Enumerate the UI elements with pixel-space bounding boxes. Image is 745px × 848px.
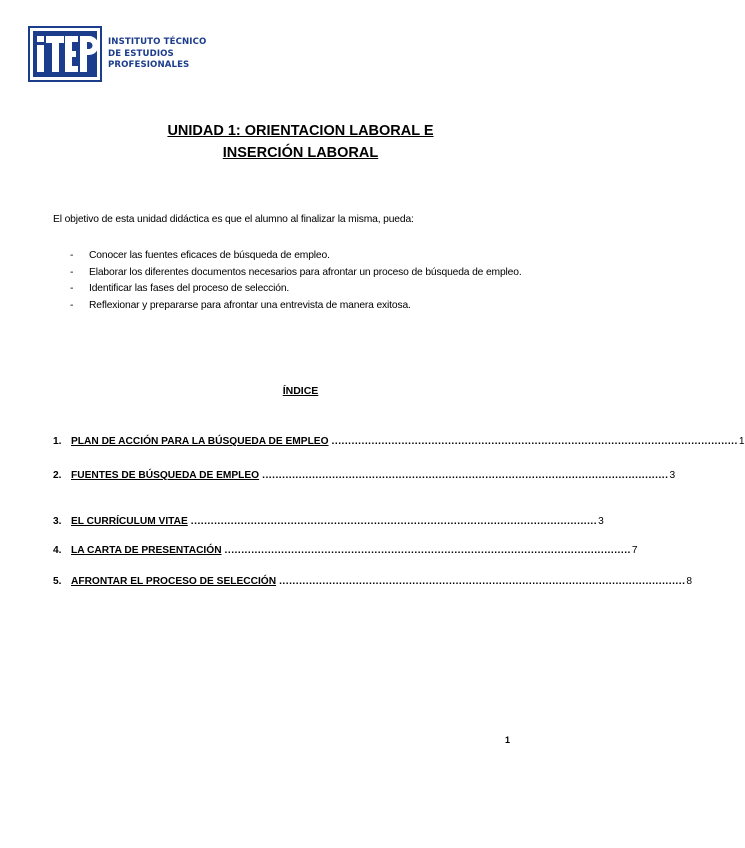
toc-entry[interactable] (53, 576, 693, 592)
toc-leader: .......................................................................................................................... (262, 470, 669, 481)
intro-paragraph: El objetivo de esta unidad didáctica es que el alumno al finalizar la misma, pueda: (53, 214, 414, 225)
objectives-list (70, 248, 540, 314)
toc-page: 3 (669, 470, 676, 481)
title-line-1: UNIDAD 1: ORIENTACION LABORAL E (167, 123, 434, 139)
toc-page: 3 (598, 516, 604, 527)
title-line-2: INSERCIÓN LABORAL (222, 145, 379, 161)
toc-title[interactable]: AFRONTAR EL PROCESO DE SELECCIÓN (71, 576, 277, 587)
list-item: - Identificar las fases del proceso de selección. (70, 283, 290, 294)
toc-number: 5. (53, 576, 62, 587)
logo-text-line: PROFESIONALES (108, 60, 190, 70)
objective-text: Reflexionar y prepararse para afrontar una entrevista de manera exitosa. (89, 299, 411, 311)
toc-entry[interactable] (53, 470, 676, 486)
logo-text-line: DE ESTUDIOS (108, 48, 174, 59)
toc-entry[interactable] (53, 545, 638, 561)
toc-leader: .......................................................................................................................... (279, 576, 686, 587)
itep-logo (28, 26, 208, 84)
document-title (0, 120, 601, 164)
toc-page: 8 (686, 576, 693, 587)
toc-number: 4. (53, 545, 62, 556)
itep-logo-icon (28, 26, 102, 82)
objective-text: Conocer las fuentes eficaces de búsqueda de empleo. (89, 250, 330, 261)
objective-text: Identificar las fases del proceso de selección. (89, 283, 290, 294)
list-item: - Elaborar los diferentes documentos necesarios para afrontar un proceso de búsqueda de empleo. (70, 266, 522, 278)
logo-text-line: INSTITUTO TÉCNICO (108, 37, 207, 47)
toc-leader: .......................................................................................................................... (224, 545, 631, 556)
list-item: - Conocer las fuentes eficaces de búsqueda de empleo. (70, 250, 330, 261)
toc-entry[interactable] (53, 516, 604, 532)
toc-page: 7 (631, 545, 638, 556)
index-heading: ÍNDICE (282, 385, 319, 397)
toc-leader: .......................................................................................................................... (331, 436, 738, 447)
toc-entry[interactable] (53, 436, 745, 452)
list-item: - Reflexionar y prepararse para afrontar una entrevista de manera exitosa. (70, 299, 411, 311)
toc-leader: .......................................................................................................................... (190, 516, 598, 527)
toc-number: 2. (53, 470, 62, 481)
logo-text (108, 37, 206, 72)
toc-title[interactable]: EL CURRÍCULUM VITAE (71, 516, 188, 527)
toc-title[interactable]: PLAN DE ACCIÓN PARA LA BÚSQUEDA DE EMPLEO (71, 436, 329, 447)
toc-title[interactable]: FUENTES DE BÚSQUEDA DE EMPLEO (71, 470, 260, 481)
toc-number: 3. (53, 516, 62, 527)
objective-text: Elaborar los diferentes documentos necesarios para afrontar un proceso de búsqueda de empleo. (89, 266, 522, 278)
toc-title[interactable]: LA CARTA DE PRESENTACIÓN (71, 545, 222, 556)
toc-number: 1. (53, 436, 62, 447)
page-number: 1 (505, 735, 511, 745)
toc-page: 1 (738, 436, 745, 447)
